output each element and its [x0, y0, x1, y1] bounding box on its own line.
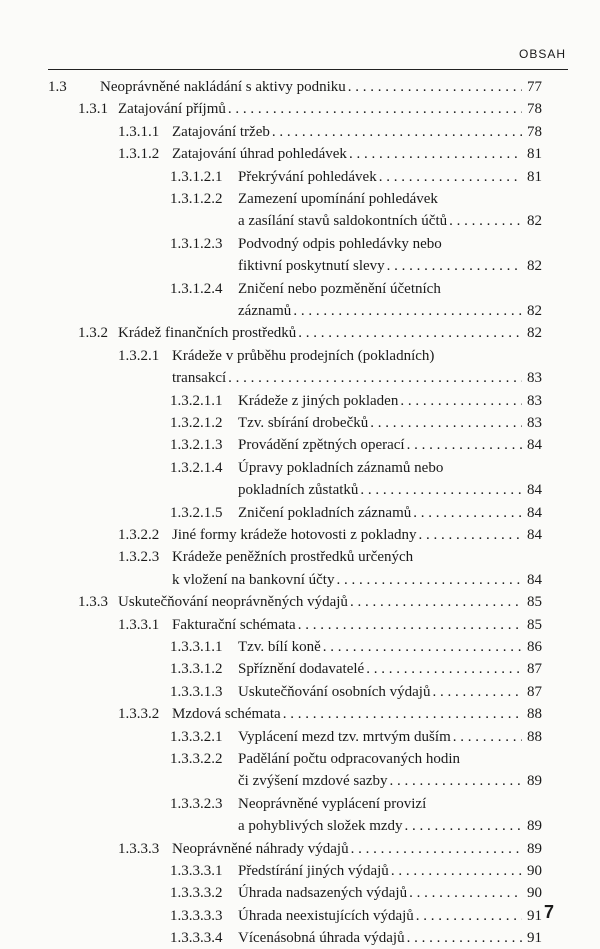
running-header: OBSAH — [518, 47, 566, 61]
toc-entry-title: Zatajování tržeb — [172, 123, 270, 140]
toc-entry-title: Zničení nebo pozměnění účetních — [238, 280, 441, 297]
toc-entry-continuation[interactable] — [238, 300, 542, 322]
toc-entry-continuation[interactable] — [238, 255, 542, 277]
toc-entry-number: 1.3.3.2.2 — [170, 751, 223, 767]
toc-entry-number: 1.3.3.3.3 — [170, 907, 223, 924]
dot-leader — [281, 703, 522, 725]
toc-entry-page: 84 — [527, 527, 542, 543]
toc-entry-number: 1.3.2 — [78, 325, 108, 342]
toc-entry-number: 1.3.2.1 — [118, 347, 160, 364]
toc-entry-title: Úpravy pokladních záznamů nebo — [238, 459, 444, 476]
toc-entry-title: Fakturační schémata — [172, 616, 296, 633]
toc-entry-number: 1.3.1.2.3 — [170, 235, 223, 252]
toc-entry-title: Zamezení upomínání pohledávek — [238, 191, 438, 207]
toc-entry[interactable] — [238, 726, 542, 748]
toc-entry-title: Uskutečňování osobních výdajů — [238, 683, 431, 700]
toc-entry-number: 1.3.2.1.1 — [170, 392, 223, 409]
toc-entry-page: 85 — [527, 616, 542, 633]
toc-entry-number: 1.3.3.1.1 — [170, 639, 223, 655]
toc-entry-number: 1.3.3.2.3 — [170, 795, 223, 812]
toc-entry-number: 1.3.3.1.3 — [170, 683, 223, 700]
toc-entry-title: Předstírání jiných výdajů — [238, 863, 389, 879]
toc-entry[interactable] — [118, 98, 542, 120]
toc-entry-page: 89 — [527, 773, 542, 790]
toc-entry[interactable] — [172, 614, 542, 636]
toc-entry[interactable] — [238, 905, 542, 927]
dot-leader — [348, 591, 522, 613]
toc-entry-title: Vícenásobná úhrada výdajů — [238, 930, 405, 947]
dot-leader — [405, 434, 522, 456]
toc-entry-title: Mzdová schémata — [172, 706, 281, 723]
toc-entry-continuation[interactable] — [238, 210, 542, 232]
toc-entry[interactable] — [238, 748, 542, 770]
toc-entry-number: 1.3.2.1.2 — [170, 415, 223, 431]
toc-entry[interactable] — [118, 322, 542, 344]
toc-entry[interactable] — [100, 76, 542, 98]
toc-entry-continuation[interactable] — [238, 479, 542, 501]
toc-entry-page: 81 — [527, 168, 542, 185]
dot-leader — [334, 569, 522, 591]
toc-entry[interactable] — [172, 838, 542, 860]
toc-entry-page: 91 — [527, 907, 542, 924]
toc-entry[interactable] — [172, 345, 542, 367]
dot-leader — [226, 98, 522, 120]
toc-entry-title: Krádeže v průběhu prodejních (pokladních) — [172, 347, 435, 364]
toc-entry-page: 81 — [527, 146, 542, 163]
toc-entry-page: 90 — [527, 863, 542, 879]
toc-entry[interactable] — [238, 793, 542, 815]
toc-entry-number: 1.3.1.2.2 — [170, 191, 223, 207]
toc-entry[interactable] — [172, 143, 542, 165]
toc-entry-continuation[interactable] — [238, 815, 542, 837]
toc-entry-number: 1.3.1.2 — [118, 146, 160, 163]
toc-entry-number: 1.3.3.3.1 — [170, 863, 223, 879]
toc-entry-title-continuation: fiktivní poskytnutí slevy — [238, 258, 385, 275]
toc-entry-continuation[interactable] — [172, 569, 542, 591]
toc-entry-number: 1.3.3 — [78, 594, 108, 611]
toc-entry-page: 82 — [527, 303, 542, 319]
toc-entry[interactable] — [238, 278, 542, 300]
header-rule — [48, 69, 568, 70]
toc-entry-title: Padělání počtu odpracovaných hodin — [238, 751, 461, 767]
toc-entry[interactable] — [238, 166, 542, 188]
dot-leader — [417, 524, 522, 546]
toc-entry[interactable] — [238, 860, 542, 882]
toc-entry-number: 1.3.1.2.4 — [170, 280, 223, 297]
toc-entry-title-continuation: a zasílání stavů saldokontních účtů — [238, 213, 448, 230]
dot-leader — [347, 143, 522, 165]
toc-entry-title-continuation: pokladních zůstatků — [238, 482, 359, 499]
toc-entry[interactable] — [238, 927, 542, 949]
page-number: 7 — [543, 902, 554, 922]
toc-entry[interactable] — [238, 412, 542, 434]
toc-entry-page: 84 — [527, 571, 542, 588]
toc-entry-number: 1.3.2.1.3 — [170, 437, 223, 454]
toc-entry[interactable] — [238, 502, 542, 524]
dot-leader — [270, 121, 522, 143]
toc-entry-page: 85 — [527, 594, 542, 611]
toc-entry-title: Úhrada neexistujících výdajů — [238, 907, 414, 924]
toc-entry[interactable] — [238, 434, 542, 456]
toc-entry-title: Tzv. bílí koně — [238, 639, 321, 655]
toc-entry-page: 87 — [527, 661, 542, 678]
toc-entry-page: 83 — [527, 370, 542, 387]
toc-entry[interactable] — [238, 636, 542, 658]
dot-leader — [389, 860, 522, 882]
toc-entry[interactable] — [238, 882, 542, 904]
toc-entry[interactable] — [238, 233, 542, 255]
dot-leader — [364, 658, 522, 680]
toc-entry[interactable] — [172, 703, 542, 725]
toc-entry-number: 1.3.1.1 — [118, 123, 160, 140]
toc-entry-continuation[interactable] — [238, 770, 542, 792]
dot-leader — [358, 479, 522, 501]
toc-entry-page: 88 — [527, 706, 542, 723]
toc-entry-number: 1.3.2.2 — [118, 527, 160, 543]
toc-entry-title: Podvodný odpis pohledávky nebo — [238, 235, 442, 252]
toc-entry-page: 78 — [527, 123, 542, 140]
toc-entry-number: 1.3.3.1.2 — [170, 661, 223, 678]
toc-entry-page: 82 — [527, 258, 542, 275]
toc-entry-title: Neoprávněné vyplácení provizí — [238, 795, 427, 812]
toc-entry-number: 1.3.3.3 — [118, 840, 160, 857]
dot-leader — [321, 636, 522, 658]
toc-entry-title-continuation: k vložení na bankovní účty — [172, 571, 335, 588]
toc-entry-number: 1.3.3.2.1 — [170, 728, 223, 745]
toc-entry-title: Krádeže peněžních prostředků určených — [172, 549, 414, 566]
toc-entry-page: 82 — [527, 213, 542, 230]
dot-leader — [388, 770, 522, 792]
toc-entry-page: 78 — [527, 101, 542, 118]
dot-leader — [414, 905, 522, 927]
toc-entry-title-continuation: a pohyblivých složek mzdy — [238, 818, 403, 835]
dot-leader — [451, 726, 522, 748]
toc-entry-title: Krádež finančních prostředků — [118, 325, 297, 342]
toc-entry-continuation[interactable] — [172, 367, 542, 389]
toc-entry-number: 1.3.1.2.1 — [170, 168, 223, 185]
dot-leader — [447, 210, 522, 232]
dot-leader — [403, 815, 522, 837]
toc-entry-page: 88 — [527, 728, 542, 745]
dot-leader — [405, 927, 522, 949]
toc-entry-page: 83 — [527, 415, 542, 431]
toc-entry-number: 1.3.1 — [78, 101, 108, 118]
toc-entry[interactable] — [118, 591, 542, 613]
toc-entry-page: 77 — [527, 79, 542, 95]
toc-entry-title-continuation: transakcí — [172, 370, 227, 387]
toc-entry-page: 84 — [527, 504, 542, 521]
toc-entry-number: 1.3.3.2 — [118, 706, 160, 723]
toc-entry-page: 90 — [527, 885, 542, 902]
toc-entry-title: Zatajování příjmů — [118, 101, 226, 118]
dot-leader — [377, 166, 522, 188]
toc-entry-page: 82 — [527, 325, 542, 342]
toc-entry-number: 1.3.2.3 — [118, 549, 160, 566]
toc-entry-title: Jiné formy krádeže hotovosti z pokladny — [172, 527, 417, 543]
toc-entry-title: Neoprávněné náhrady výdajů — [172, 840, 349, 857]
toc-entry-number: 1.3 — [48, 79, 67, 95]
toc-entry-number: 1.3.2.1.5 — [170, 504, 223, 521]
dot-leader — [296, 322, 522, 344]
toc-entry-page: 91 — [527, 930, 542, 947]
toc-entry-title: Tzv. sbírání drobečků — [238, 415, 369, 431]
toc-entry-page: 87 — [527, 683, 542, 700]
toc-entry-page: 86 — [527, 639, 542, 655]
dot-leader — [430, 681, 522, 703]
dot-leader — [407, 882, 522, 904]
toc-entry-number: 1.3.3.3.2 — [170, 885, 223, 902]
toc-entry[interactable] — [238, 681, 542, 703]
toc-entry-number: 1.3.3.1 — [118, 616, 160, 633]
toc-entry-title-continuation: záznamů — [238, 303, 292, 319]
toc-entry-page: 84 — [527, 482, 542, 499]
dot-leader — [291, 300, 522, 322]
toc-entry-title: Neoprávněné nakládání s aktivy podniku — [100, 79, 346, 95]
toc-entry-title: Překrývání pohledávek — [238, 168, 377, 185]
toc-entry-number: 1.3.2.1.4 — [170, 459, 223, 476]
toc-entry-title: Úhrada nadsazených výdajů — [238, 885, 408, 902]
dot-leader — [398, 390, 522, 412]
toc-entry[interactable] — [172, 546, 542, 568]
toc-entry[interactable] — [238, 390, 542, 412]
toc-entry-page: 89 — [527, 818, 542, 835]
toc-entry[interactable] — [172, 121, 542, 143]
toc-entry-title: Krádeže z jiných pokladen — [238, 392, 399, 409]
dot-leader — [296, 614, 522, 636]
toc-entry-number: 1.3.3.3.4 — [170, 930, 223, 947]
dot-leader — [368, 412, 522, 434]
toc-entry-title: Zničení pokladních záznamů — [238, 504, 412, 521]
dot-leader — [411, 502, 522, 524]
dot-leader — [346, 76, 522, 98]
dot-leader — [226, 367, 522, 389]
toc-entry[interactable] — [238, 658, 542, 680]
toc-entry-page: 84 — [527, 437, 542, 454]
toc-entry[interactable] — [238, 457, 542, 479]
toc-entry-page: 83 — [527, 392, 542, 409]
toc-entry-title: Zatajování úhrad pohledávek — [172, 146, 347, 163]
toc-entry-title: Spříznění dodavatelé — [238, 661, 365, 678]
toc-entry-title: Uskutečňování neoprávněných výdajů — [118, 594, 348, 611]
toc-entry-title: Vyplácení mezd tzv. mrtvým duším — [238, 728, 451, 745]
toc-entry[interactable] — [172, 524, 542, 546]
dot-leader — [349, 838, 522, 860]
dot-leader — [385, 255, 522, 277]
toc-entry-title: Provádění zpětných operací — [238, 437, 405, 454]
toc-entry-page: 89 — [527, 840, 542, 857]
toc-entry-title-continuation: či zvýšení mzdové sazby — [238, 773, 388, 790]
toc-entry[interactable] — [238, 188, 542, 210]
